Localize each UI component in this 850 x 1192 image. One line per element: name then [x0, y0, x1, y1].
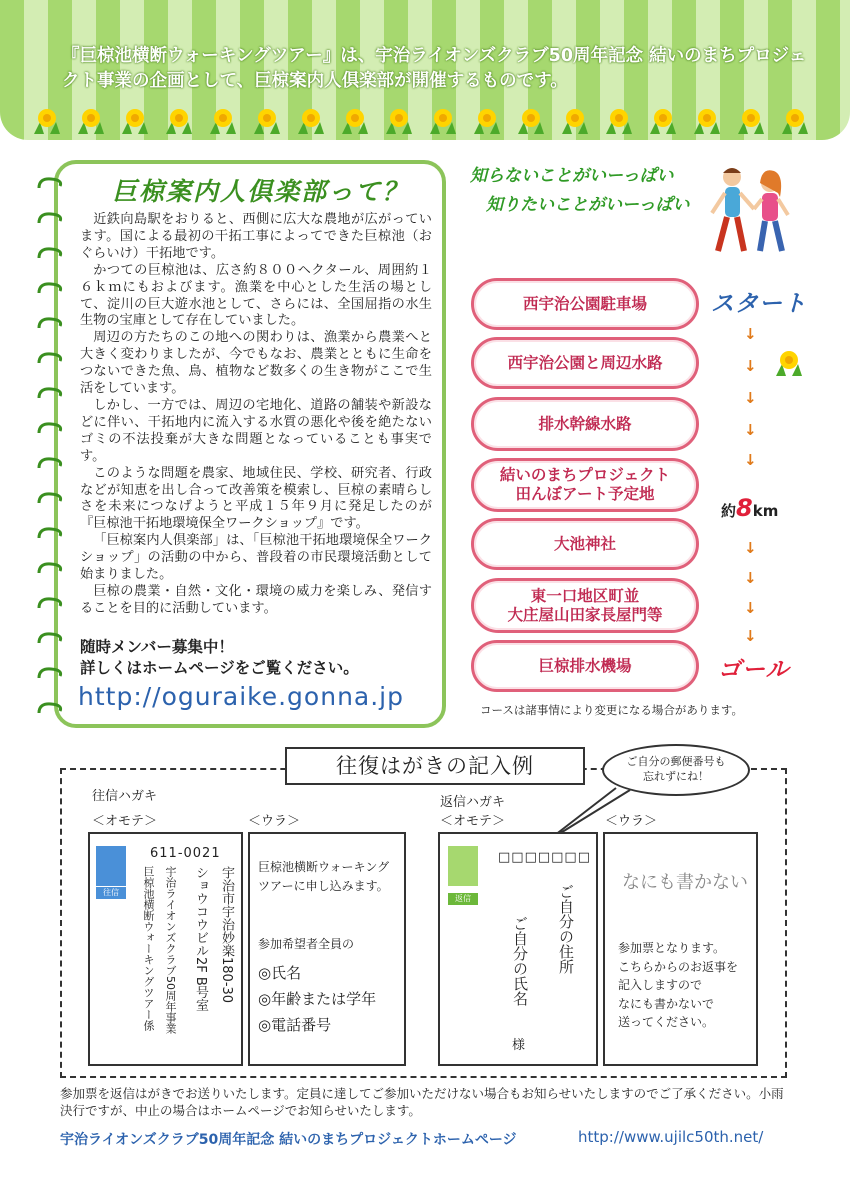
down-arrow-icon: ↓: [744, 451, 757, 469]
dandelion-icon: [426, 104, 460, 136]
dandelion-icon: [206, 104, 240, 136]
distance-prefix: 約: [721, 502, 737, 520]
dandelion-icon: [382, 104, 416, 136]
club-paragraph: しかし、一方では、周辺の宅地化、道路の舗装や新設などに伴い、干拓地内に流入する水質の悪化や後を絶たないゴミの不法投棄が大きな問題となっていることも事実です。: [80, 397, 432, 464]
outgoing-front-label: ＜オモテ＞: [92, 814, 158, 829]
instruction-line: 送ってください。: [618, 1015, 715, 1030]
spiral-binding-icon: [36, 281, 66, 297]
bubble-line: ご自分の郵便番号も: [626, 755, 726, 768]
outgoing-card-label: 往信ハガキ: [92, 789, 158, 804]
dandelion-icon: [514, 104, 548, 136]
required-field: ◎年齢または学年: [258, 990, 377, 1008]
down-arrow-icon: ↓: [744, 389, 757, 407]
down-arrow-icon: ↓: [744, 325, 757, 343]
club-title: 巨椋案内人倶楽部って？: [112, 177, 410, 206]
spiral-binding-icon: [36, 526, 66, 542]
footer-homepage-link[interactable]: http://www.ujilc50th.net/: [578, 1128, 764, 1146]
dandelion-icon: [470, 104, 504, 136]
tagline-1: 知らないことがいーっぱい: [470, 166, 674, 186]
dandelion-icon: [602, 104, 636, 136]
distance-value: 8: [736, 494, 753, 522]
instruction-line: こちらからのお返事を: [618, 959, 739, 974]
down-arrow-icon: ↓: [744, 357, 757, 375]
course-stop-label: 東一口地区町並: [530, 586, 640, 605]
stamp-icon: [96, 846, 126, 886]
spiral-binding-icon: [36, 316, 66, 332]
spiral-binding-icon: [36, 351, 66, 367]
dandelion-icon: [646, 104, 680, 136]
list-heading: 参加希望者全員の: [258, 937, 355, 951]
course-stop: [471, 578, 699, 633]
recipient-dept: 巨椋池横断ウォーキングツアー係: [142, 866, 155, 1031]
spiral-binding-icon: [36, 456, 66, 472]
stamp-tag: 往信: [96, 887, 126, 899]
recipient-address: 宇治市宇治妙楽180-30: [219, 866, 234, 1004]
footer-site-name: 宇治ライオンズクラブ50周年記念 結いのまちプロジェクトホームページ: [60, 1132, 517, 1148]
course-stop-label: 結いのまちプロジェクト: [499, 466, 671, 484]
stamp-icon: [448, 846, 478, 886]
dandelion-icon: [778, 104, 812, 136]
zip-boxes: □□□□□□□: [498, 850, 591, 865]
reply-card-label: 返信ハガキ: [440, 795, 506, 810]
reply-back-instructions: [618, 939, 753, 1032]
banner-text: 『巨椋池横断ウォーキングツアー』は、宇治ライオンズクラブ50周年記念 結いのまちプロジェクト事業の企画として、巨椋案内人倶楽部が開催するものです。: [62, 46, 807, 91]
footer-note: 参加票を返信はがきでお送りいたします。定員に達してご参加いただけない場合もお知らせいたしますのでご了承ください。小雨決行ですが、中止の場合はホームページでお知らせいたします。: [60, 1086, 784, 1118]
course-stop-label: 巨椋排水機場: [538, 656, 632, 675]
own-name: ご自分の氏名: [511, 916, 529, 1006]
course-stop-label: 西宇治公園と周辺水路: [507, 353, 663, 372]
club-paragraph: 周辺の方たちのこの地への関わりは、漁業から農業へと大きく変わりましたが、今でもなお、農業とともに生命をつないできた魚、鳥、植物など数多くの生き物がここで生活をしています。: [80, 330, 432, 397]
start-label: スタート: [711, 291, 807, 317]
spiral-binding-icon: [36, 701, 66, 717]
instruction-line: 参加票となります。: [618, 941, 726, 955]
reply-back-label: ＜ウラ＞: [605, 814, 658, 829]
course-stop: [471, 518, 699, 570]
spiral-binding-icon: [36, 491, 66, 507]
spiral-binding-icon: [36, 561, 66, 577]
dandelion-icon: [558, 104, 592, 136]
club-description: [80, 212, 432, 618]
recipient-building: ショウコウビル2F B号室: [193, 866, 208, 1012]
recipient-zip: 611-0021: [150, 846, 221, 861]
course-stop-label: 田んぼアート予定地: [515, 485, 655, 503]
postcard-example-title: 往復はがきの記入例: [285, 747, 585, 785]
dandelion-icon: [294, 104, 328, 136]
course-stop: [471, 640, 699, 692]
club-paragraph: 「巨椋案内人倶楽部」は、「巨椋池干拓地環境保全ワークショップ」の活動の中から、普段着の市民環境活動として始まりました。: [80, 533, 432, 583]
down-arrow-icon: ↓: [744, 599, 757, 617]
spiral-binding-icon: [36, 246, 66, 262]
club-paragraph: かつての巨椋池は、広さ約８００ヘクタール、周囲約１６ｋｍにもおよびます。漁業を中心とした生活の場として、淀川の巨大遊水池として、さらには、全国屈指の水生生物の宝庫として存在していました。: [80, 262, 432, 329]
dandelion-icon: [30, 104, 64, 136]
spiral-binding-icon: [36, 596, 66, 612]
course-stop-label: 大庄屋山田家長屋門等: [507, 605, 663, 624]
dandelion-icon: [734, 104, 768, 136]
dandelion-icon: [162, 104, 196, 136]
spiral-binding-icon: [36, 211, 66, 227]
course-stop: [471, 458, 699, 512]
club-homepage-link[interactable]: http://oguraike.gonna.jp: [78, 682, 404, 711]
club-paragraph: 巨椋の農業・自然・文化・環境の威力を楽しみ、発信することを目的に活動しています。: [80, 583, 432, 616]
spiral-binding-icon: [36, 631, 66, 647]
club-paragraph: このような問題を農家、地域住民、学校、研究者、行政などが知恵を出し合って改善策を模索し、巨椋の素晴らしさを未来につなげようと平成１５年９月に発足したのが『巨椋池干拓地環境保全ワークショップ』です。: [80, 465, 432, 532]
required-field: ◎電話番号: [258, 1016, 332, 1034]
recipient-org: 宇治ライオンズクラブ50周年事業: [164, 866, 177, 1034]
spiral-binding-icon: [36, 666, 66, 682]
course-stop: [471, 397, 699, 451]
dandelion-icon: [74, 104, 108, 136]
do-not-write-heading: なにも書かない: [622, 872, 748, 893]
stamp-tag: 返信: [448, 893, 478, 905]
walking-couple-icon: [700, 163, 794, 259]
spiral-binding-icon: [36, 421, 66, 437]
recruit-notice: [80, 637, 432, 679]
spiral-binding-icon: [36, 386, 66, 402]
down-arrow-icon: ↓: [744, 627, 757, 645]
recruit-line: 随時メンバー募集中！: [80, 638, 234, 656]
down-arrow-icon: ↓: [744, 539, 757, 557]
down-arrow-icon: ↓: [744, 569, 757, 587]
down-arrow-icon: ↓: [744, 421, 757, 439]
instruction-line: なにも書かないで: [618, 996, 715, 1011]
course-stop-label: 排水幹線水路: [538, 414, 632, 433]
instruction-line: 記入しますので: [618, 978, 703, 993]
tagline-2: 知りたいことがいーっぱい: [486, 195, 690, 215]
spiral-binding-icon: [36, 176, 66, 192]
course-stop-label: 大池神社: [553, 534, 616, 553]
dandelion-icon: [690, 104, 724, 136]
outgoing-back-label: ＜ウラ＞: [248, 814, 301, 829]
required-fields: [258, 960, 376, 1038]
honorific: 様: [512, 1038, 526, 1053]
bubble-line: 忘れずにね！: [643, 770, 709, 783]
dandelion-icon: [338, 104, 372, 136]
course-distance: [721, 494, 778, 522]
dandelion-icon: [250, 104, 284, 136]
reply-front-label: ＜オモテ＞: [440, 814, 506, 829]
course-stop-label: 西宇治公園駐車場: [522, 294, 647, 313]
goal-label: ゴール: [718, 657, 790, 683]
required-field: ◎氏名: [258, 964, 302, 982]
club-paragraph: 近鉄向島駅をおりると、西側に広大な農地が広がっています。国による最初の干拓工事によってできた巨椋池（おぐらいけ）干拓地です。: [80, 212, 432, 261]
dandelion-icon: [772, 346, 806, 378]
course-note: コースは諸事情により変更になる場合があります。: [480, 703, 744, 717]
own-address: ご自分の住所: [557, 884, 575, 974]
course-stop: [471, 278, 699, 330]
application-text: 巨椋池横断ウォーキングツアーに申し込みます。: [258, 860, 390, 893]
recruit-line: 詳しくはホームページをご覧ください。: [80, 659, 359, 677]
course-stop: [471, 337, 699, 389]
distance-unit: km: [752, 502, 779, 520]
dandelion-icon: [118, 104, 152, 136]
